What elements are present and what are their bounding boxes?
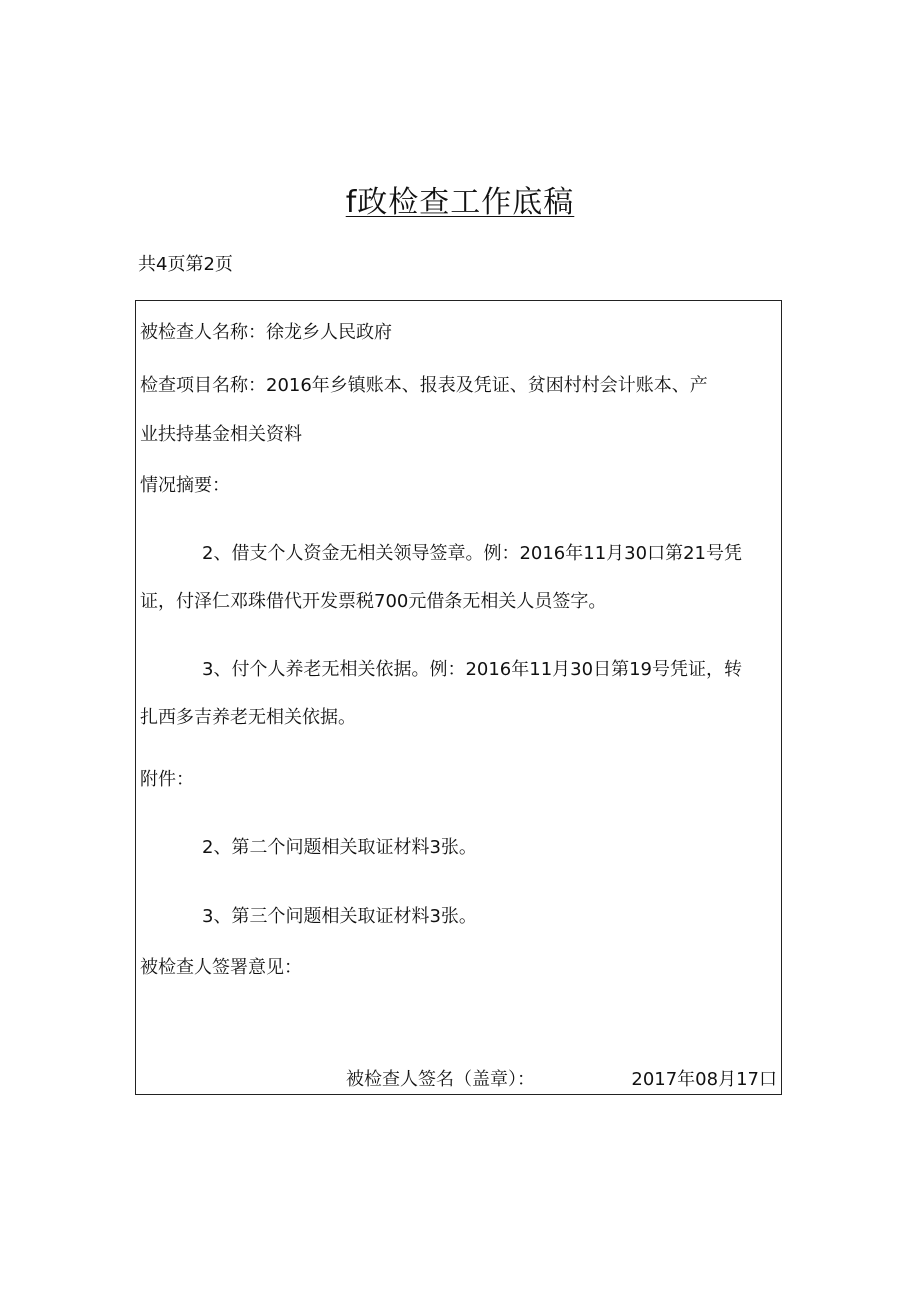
inspection-item-line-2: 业扶持基金相关资料 xyxy=(140,424,302,445)
document-title-text: f政检查工作底稿 xyxy=(345,185,575,220)
signature-date: 2017年08月17口 xyxy=(631,1069,777,1090)
worksheet-form-box xyxy=(135,300,782,1095)
summary-item-2-line-2: 证，付泽仁邓珠借代开发票税700元借条无相关人员签字。 xyxy=(140,591,607,612)
attachments-label: 附件： xyxy=(140,769,194,790)
summary-item-3-line-2: 扎西多吉养老无相关依据。 xyxy=(140,707,356,728)
attachment-item-2: 2、第二个问题相关取证材料3张。 xyxy=(202,837,477,858)
page-info: 共4页第2页 xyxy=(138,254,233,275)
summary-item-2-line-1: 2、借支个人资金无相关领导签章。例：2016年11月30口第21号凭 xyxy=(202,543,742,564)
document-title xyxy=(0,183,920,223)
attachment-item-3: 3、第三个问题相关取证材料3张。 xyxy=(202,906,477,927)
summary-label: 情况摘要： xyxy=(140,475,230,496)
signature-label: 被检查人签名（盖章）： xyxy=(346,1069,535,1090)
inspected-party-opinion-label: 被检查人签署意见： xyxy=(140,957,302,978)
inspection-item-line-1: 检查项目名称：2016年乡镇账本、报表及凭证、贫困村村会计账本、产 xyxy=(140,375,708,396)
summary-item-3-line-1: 3、付个人养老无相关依据。例：2016年11月30日第19号凭证，转 xyxy=(202,659,742,680)
inspected-party: 被检查人名称：徐龙乡人民政府 xyxy=(140,322,392,343)
